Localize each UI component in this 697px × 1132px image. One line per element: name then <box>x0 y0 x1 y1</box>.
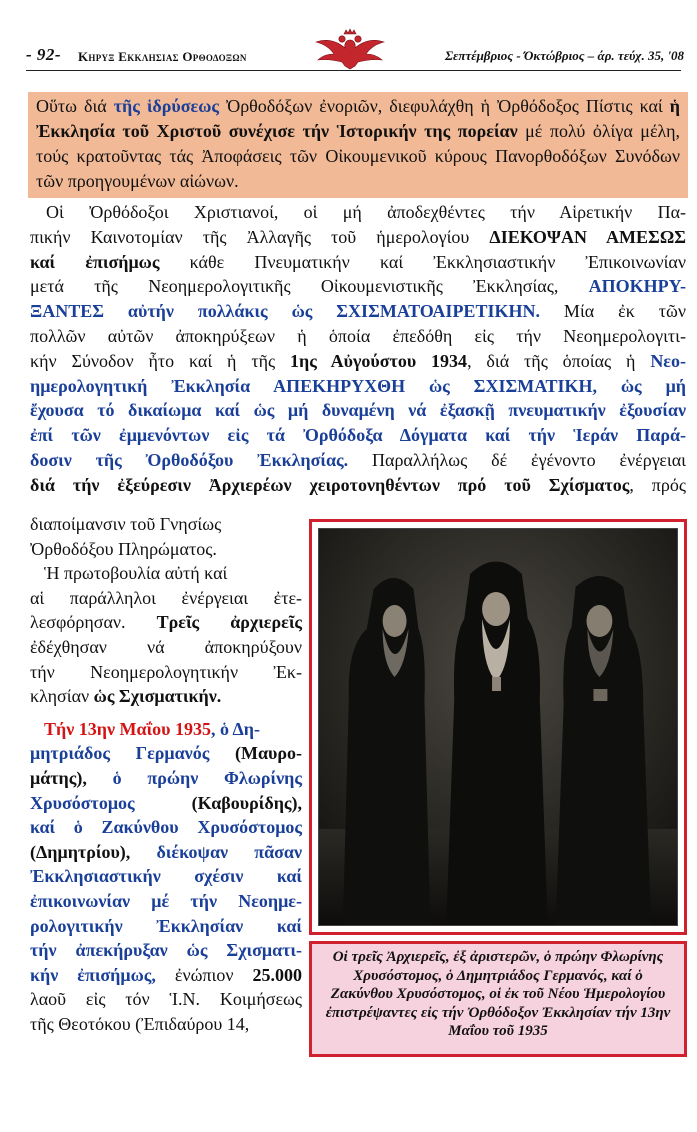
text-line <box>30 766 302 791</box>
text-emphasis: διά τήν ἐξεύρεσιν Ἀρχιερέων χειροτονηθέντων πρό τοῦ Σχίσματος <box>30 474 630 495</box>
text-emphasis: μητριάδος Γερμανός <box>30 743 210 764</box>
highlight-paragraph <box>28 92 688 198</box>
text-segment: κάθε Πνευματικήν καί Ἐκκλησιαστικήν Ἐπικοινωνίαν <box>159 251 687 272</box>
text-emphasis: δοσιν τῆς Ὀρθοδόξου Ἐκκλησίας. <box>30 449 349 470</box>
text-line <box>30 250 686 275</box>
text-emphasis: ΔΙΕΚΟΨΑΝ ΑΜΕΣΩΣ <box>489 226 686 247</box>
double-headed-eagle-icon <box>312 28 388 70</box>
text-segment: λεσφόρησαν. <box>30 612 157 633</box>
text-emphasis: τῆς ἱδρύσεως <box>113 96 219 116</box>
publication-title: Κηρυξ Εκκλησιας Ορθοδοξων <box>78 49 247 64</box>
text-segment: πικήν Καινοτομίαν τῆς Ἀλλαγῆς τοῦ ἡμερολογίου <box>30 226 490 247</box>
text-emphasis: (Μαυρο- <box>209 743 302 764</box>
text-line: ἐπικοινωνίαν μέ τήν Νεοημε- <box>30 890 302 911</box>
text-line: Ἡ πρωτοβουλία αὐτή καί <box>44 563 228 584</box>
text-line <box>30 717 302 742</box>
text-line: ρολογιτικήν Ἐκκλησίαν καί <box>30 915 302 936</box>
text-segment: Ὀρθοδόξων ἐνοριῶν, διεφυλάχθη ἡ Ὀρθόδοξος Πίστις καί <box>218 96 670 116</box>
text-line <box>30 684 302 709</box>
text-line: καί ὁ Ζακύνθου Χρυσόστομος <box>30 817 302 838</box>
text-line <box>30 349 686 374</box>
page-header <box>0 0 697 80</box>
text-segment: , διά τῆς ὁποίας ἡ <box>467 350 651 371</box>
body-paragraph <box>30 200 686 498</box>
text-line: ἔχουσα τό δικαίωμα καί ὡς μή δυναμένη νά ἐξασκῇ πνευματικήν ἐξουσίαν <box>30 400 686 421</box>
text-segment: , πρός <box>629 474 686 495</box>
text-segment: μετά τῆς Νεοημερολογιτικῆς Οἰκουμενιστικῆς Ἐκκλησίας, <box>30 276 589 297</box>
text-line: πολλῶν αὐτῶν ἀποκηρύξεων ἡ ὁποία ἐπεδόθη εἰς τήν Νεοημερολογιτι- <box>30 325 686 346</box>
text-line <box>30 225 686 250</box>
text-emphasis: ὡς Σχισματικήν. <box>93 686 222 707</box>
issue-info: Σεπτέμβριος - Όκτώβριος – άρ. τεύχ. 35, '08 <box>445 48 685 63</box>
text-emphasis: (Δημητρίου), <box>30 841 157 862</box>
text-line <box>30 741 302 766</box>
text-segment: ἐνώπιον <box>155 964 253 985</box>
text-segment: Οὕτω διά <box>36 96 114 116</box>
text-segment: Παραλλήλως δέ ἐγένοντο ἐνέργειαι <box>348 449 687 470</box>
text-line: ημερολογητική Ἐκκλησία ΑΠΕΚΗΡΥΧΘΗ ὡς ΣΧΙΣΜΑΤΙΚΗ, ὡς μή <box>30 375 686 396</box>
text-line: λαοῦ εἰς τόν Ἱ.Ν. Κοιμήσεως <box>30 989 302 1010</box>
text-line <box>30 473 686 498</box>
text-line <box>30 448 686 473</box>
photo-frame <box>309 519 687 935</box>
text-line: ἐδέχθησαν νά ἀποκηρύξουν <box>30 636 302 657</box>
text-line: Ἐκκλησιαστικήν σχέσιν καί <box>30 866 302 887</box>
text-emphasis: Τρεῖς ἀρχιερεῖς <box>156 612 302 633</box>
text-emphasis: καί ἐπισήμως <box>30 251 160 272</box>
text-emphasis: διέκοψαν πᾶσαν <box>156 841 302 862</box>
text-emphasis: (Καβουρίδης), <box>134 792 302 813</box>
text-emphasis: ΞΑΝΤΕΣ αὐτήν πολλάκις ὡς ΣΧΙΣΜΑΤΟΑΙΡΕΤΙΚΗΝ. <box>30 301 540 322</box>
text-line <box>30 274 686 299</box>
photo-caption: Οἱ τρεῖς Ἀρχιερεῖς, ἐξ ἀριστερῶν, ὁ πρώην Φλωρίνης Χρυσόστομος, ὁ Δημητριάδος Γερμανός, καί ὁ Ζακύνθου Χρυσόστομος, οἱ ἐκ τοῦ Νέου Ἡμερολογίου ἐπιστρέψαντες εἰς τήν Ὀρθόδοξον Ἐκκλησίαν τήν 13ην Μαΐου τοῦ 1935 <box>309 941 687 1057</box>
page-number: - 92- <box>26 45 62 64</box>
header-rule <box>26 70 681 71</box>
text-emphasis: μάτης), <box>30 767 113 788</box>
text-emphasis: Χρυσόστομος <box>30 792 135 813</box>
text-line <box>30 963 302 988</box>
text-emphasis: ὁ πρώην Φλωρίνης <box>112 767 302 788</box>
text-emphasis: 25.000 <box>252 964 302 985</box>
text-line: τήν ἀπεκήρυξαν ὡς Σχισματι- <box>30 940 302 961</box>
text-emphasis: ΑΠΟΚΗΡΥ- <box>588 276 686 297</box>
text-line: αἱ παράλληλοι ἐνέργειαι ἐτε- <box>30 587 302 608</box>
text-line: Οἱ Ὀρθόδοξοι Χριστιανοί, οἱ μή ἀποδεχθέντες τήν Αἱρετικήν Πα- <box>46 202 686 222</box>
text-line: ἐπί τῶν ἐμμενόντων εἰς τά Ὀρθόδοξα Δόγματα καί τήν Ἱεράν Παρά- <box>30 425 686 446</box>
text-emphasis: Τήν 13ην Μαΐου 1935 <box>44 718 211 739</box>
three-bishops-photo <box>319 529 677 925</box>
text-segment: κήν Σύνοδον ἦτο καί ἡ τῆς <box>30 350 290 371</box>
text-emphasis: , ὁ Δη- <box>211 718 261 739</box>
text-emphasis: κήν ἐπισήμως, <box>30 964 156 985</box>
left-column-text <box>30 512 302 1036</box>
text-emphasis: Νεο- <box>650 350 686 371</box>
text-line: τήν Νεοημερολογητικήν Ἐκ- <box>30 661 302 682</box>
text-segment: μέ πολύ ὀλίγα μέλη, τούς κρατοῦντας τάς Ἀποφάσεις τῶν Οἰκουμενικοῦ κύρους Πανορθοδόξων Συνόδων τῶν προηγουμένων αἰώνων. <box>36 121 680 191</box>
text-emphasis: 1ης Αὐγούστου 1934 <box>289 350 468 371</box>
text-segment: κλησίαν <box>30 686 94 707</box>
text-line <box>30 791 302 816</box>
text-line: Ὀρθοδόξου Πληρώματος. <box>30 538 217 559</box>
text-line <box>30 840 302 865</box>
text-line: τῆς Θεοτόκου (Ἐπιδαύρου 14, <box>30 1013 250 1034</box>
historical-photo <box>318 528 678 926</box>
text-line <box>30 610 302 635</box>
text-line <box>30 299 686 324</box>
text-segment: Μία ἐκ τῶν <box>539 301 686 322</box>
text-emphasis: ἡ Ἐκκλησία τοῦ Χριστοῦ συνέχισε τήν Ἱστορικήν της πορείαν <box>36 96 680 141</box>
text-line: διαποίμανσιν τοῦ Γνησίως <box>30 514 222 534</box>
